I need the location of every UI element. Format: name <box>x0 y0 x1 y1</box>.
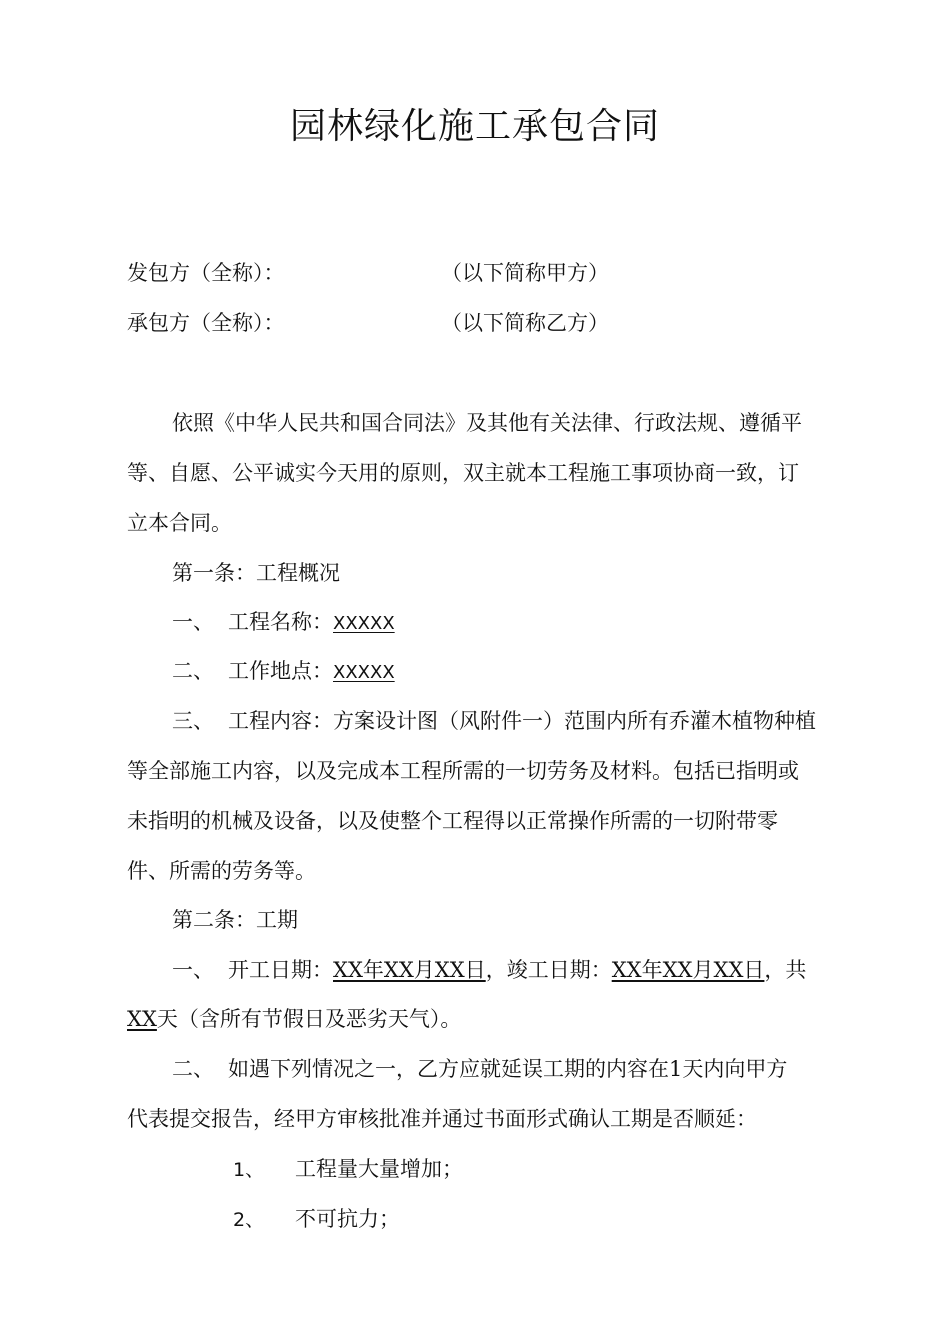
article1-item1 <box>172 607 395 639</box>
article1-item2 <box>172 656 395 688</box>
total-days-value: XX <box>127 1007 157 1031</box>
project-name-value: XXXXX <box>333 613 395 634</box>
contractor-label: 承包方（全称）： <box>127 311 285 335</box>
employer-label: 发包方（全称）： <box>127 261 285 285</box>
article2-item1-line1 <box>172 955 806 985</box>
article2-heading: 第二条：工期 <box>172 908 298 932</box>
project-content-text: 工程内容：方案设计图（风附件一）范围内所有乔灌木植物种植 <box>228 709 816 733</box>
delay-condition-2 <box>233 1204 400 1235</box>
employer-note: （以下简称甲方） <box>441 261 609 285</box>
work-location-label: 工作地点： <box>228 659 333 683</box>
total-days-prefix: ，共 <box>764 958 807 982</box>
total-days-suffix: 天（含所有节假日及恶劣天气）。 <box>156 1007 462 1031</box>
page-title: 园林绿化施工承包合同 <box>289 106 660 147</box>
article1-item3-line4: 件、所需的劳务等。 <box>127 859 316 883</box>
article1-item3-line2: 等全部施工内容，以及完成本工程所需的一切劳务及材料。包括已指明或 <box>127 759 799 783</box>
work-location-value: XXXXX <box>333 662 395 683</box>
item-number: 二、 <box>172 1057 214 1081</box>
article1-item3-line3: 未指明的机械及设备，以及使整个工程得以正常操作所需的一切附带零 <box>127 809 778 833</box>
end-date-value: XX年XX月XX日 <box>611 958 765 982</box>
contractor-line <box>127 308 285 338</box>
article2-item2-line2: 代表提交报告，经甲方审核批准并通过书面形式确认工期是否顺延： <box>127 1107 757 1131</box>
start-date-value: XX年XX月XX日 <box>333 958 486 982</box>
end-date-label: ，竣工日期： <box>485 958 612 982</box>
start-date-label: 开工日期： <box>228 958 333 982</box>
sub-item-text: 工程量大量增加； <box>295 1157 463 1181</box>
sub-item-text: 不可抗力； <box>295 1207 400 1231</box>
preamble-line-1: 依照《中华人民共和国合同法》及其他有关法律、行政法规、遵循平 <box>172 411 802 435</box>
sub-item-number: 2、 <box>233 1209 265 1231</box>
article2-item1-line2 <box>127 1004 461 1034</box>
employer-line <box>127 258 285 288</box>
delay-clause-text: 如遇下列情况之一，乙方应就延误工期的内容在1天内向甲方 <box>228 1057 788 1081</box>
delay-condition-1 <box>233 1154 463 1185</box>
item-number: 二、 <box>172 659 214 683</box>
article1-item3-line1 <box>172 706 816 736</box>
sub-item-number: 1、 <box>233 1159 265 1181</box>
project-name-label: 工程名称： <box>228 610 333 634</box>
article1-heading: 第一条：工程概况 <box>172 561 340 585</box>
preamble-line-3: 立本合同。 <box>127 511 232 535</box>
preamble-line-2: 等、自愿、公平诚实今天用的原则，双主就本工程施工事项协商一致，订 <box>127 461 799 485</box>
item-number: 一、 <box>172 610 214 634</box>
article2-item2-line1 <box>172 1054 787 1084</box>
item-number: 三、 <box>172 709 214 733</box>
item-number: 一、 <box>172 958 214 982</box>
contractor-note: （以下简称乙方） <box>441 311 609 335</box>
